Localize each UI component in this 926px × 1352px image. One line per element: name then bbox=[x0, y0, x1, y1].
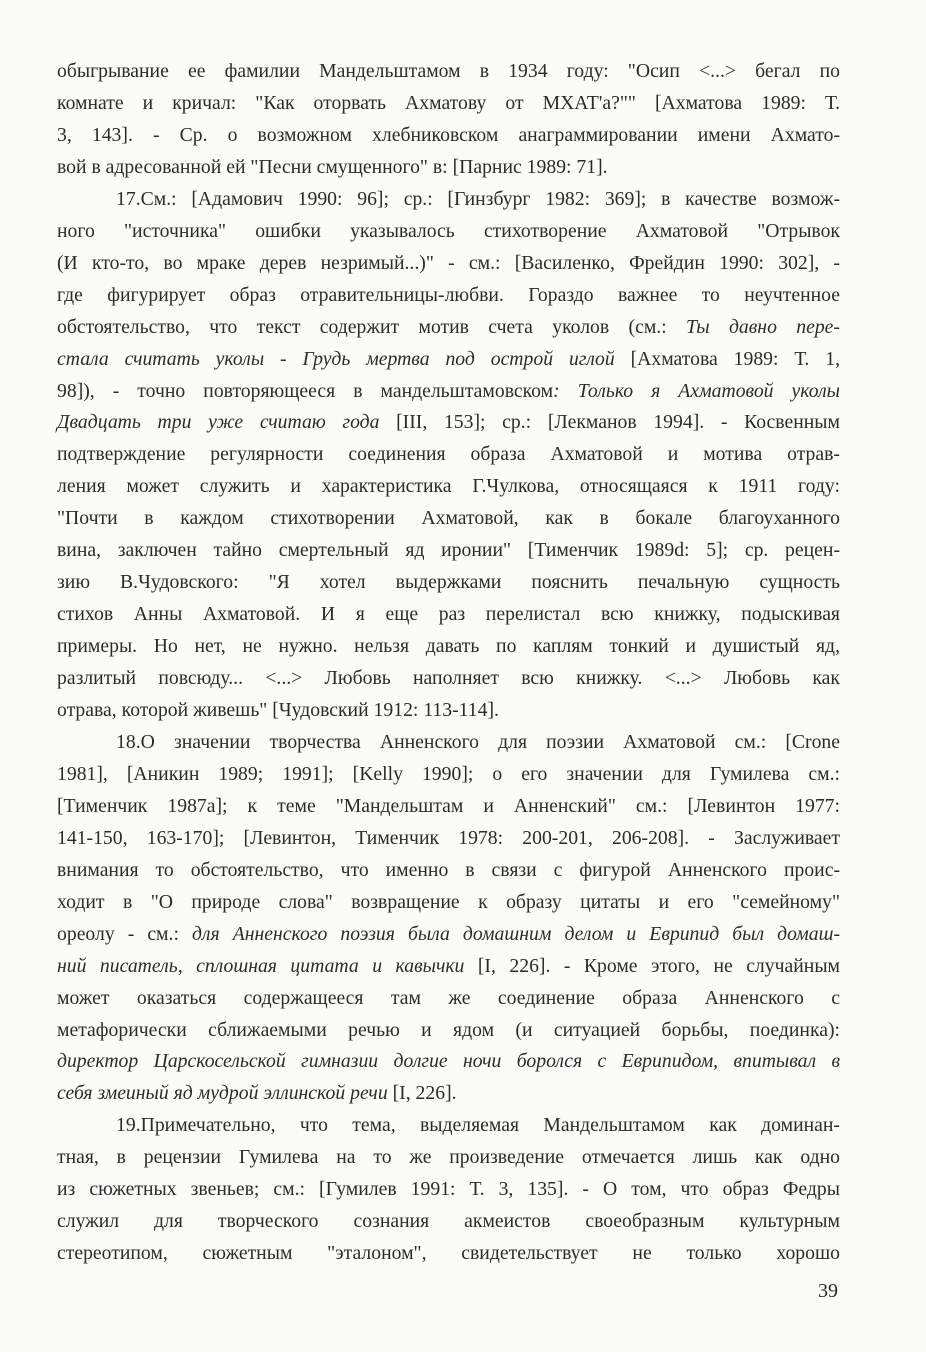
text-line bbox=[57, 1142, 840, 1172]
text-run: обыгрывание ее фамилии Мандельштамом в 1934 году: "Осип <...> бегал по bbox=[57, 60, 840, 82]
text-run: 3, 143]. - Ср. о возможном хлебниковском анаграммировании имени Ахмато- bbox=[57, 123, 840, 146]
text-line bbox=[57, 56, 840, 86]
text-run: отрава, которой живешь" [Чудовский 1912: 113-114]. bbox=[57, 699, 499, 721]
text-run: служил для творческого сознания акмеистов своеобразным культурным bbox=[57, 1210, 840, 1233]
text-line bbox=[57, 631, 840, 661]
text-line bbox=[57, 887, 840, 917]
text-run: примеры. Но нет, не нужно. нельзя давать по каплям тонкий и душистый яд, bbox=[57, 635, 840, 658]
text-run: зию В.Чудовского: "Я хотел выдержками пояснить печальную сущность bbox=[57, 571, 840, 594]
text-run: обстоятельство, что текст содержит мотив счета уколов (см.: bbox=[57, 315, 687, 338]
text-line bbox=[57, 791, 840, 821]
text-line bbox=[57, 695, 840, 725]
text-run: 18.О значении творчества Анненского для поэзии Ахматовой см.: [Crone bbox=[116, 730, 840, 753]
text-line bbox=[57, 951, 840, 981]
text-line bbox=[57, 759, 840, 789]
text-run: 1981], [Аникин 1989; 1991]; [Kelly 1990]; о его значении для Гумилева см.: bbox=[57, 762, 840, 785]
text-run: комнате и кричал: "Как оторвать Ахматову от МХАТ'а?"" [Ахматова 1989: Т. bbox=[57, 91, 840, 114]
italic-quote: себя змеиный яд мудрой эллинской речи bbox=[57, 1082, 388, 1105]
text-line bbox=[57, 1110, 840, 1140]
text-run: стихов Анны Ахматовой. И я еще раз перелистал всю книжку, подыскивая bbox=[57, 603, 840, 626]
text-line bbox=[57, 1238, 840, 1268]
text-run: стереотипом, сюжетным "эталоном", свидетельствует не только хорошо bbox=[57, 1242, 840, 1265]
text-run: где фигурирует образ отравительницы-любви. Гораздо важнее то неучтенное bbox=[57, 283, 840, 306]
text-run: метафорически сближаемыми речью и ядом (и ситуацией борьбы, поединка): bbox=[57, 1018, 840, 1041]
text-line bbox=[57, 471, 840, 501]
text-line bbox=[57, 407, 840, 437]
italic-quote: директор Царскосельской гимназии долгие ночи боролся с Еврипидом, впитывал в bbox=[57, 1050, 840, 1073]
text-line bbox=[57, 727, 840, 757]
text-run: [Ахматова 1989: Т. 1, bbox=[614, 347, 840, 370]
text-line bbox=[57, 1174, 840, 1204]
text-run: [Тименчик 1987a]; к теме "Мандельштам и Анненский" см.: [Левинтон 1977: bbox=[57, 794, 840, 817]
text-run: ления может служить и характеристика Г.Чулкова, относящаяся к 1911 году: bbox=[57, 475, 840, 498]
text-run: 17.См.: [Адамович 1990: 96]; ср.: [Гинзбург 1982: 369]; в качестве возмож- bbox=[116, 187, 840, 210]
text-run: вой в адресованной ей "Песни смущенного" в: [Парнис 1989: 71]. bbox=[57, 155, 608, 178]
text-line bbox=[57, 344, 840, 374]
text-line bbox=[57, 599, 840, 629]
text-line bbox=[57, 280, 840, 310]
italic-quote: для Анненского поэзия была домашним делом и Еврипид был домаш- bbox=[191, 922, 840, 945]
text-run: (И кто-то, во мраке дерев незримый...)" - см.: [Василенко, Фрейдин 1990: 302], - bbox=[57, 251, 840, 274]
text-line bbox=[57, 216, 840, 246]
italic-quote: Двадцать три уже считаю года bbox=[57, 411, 380, 434]
text-line bbox=[57, 152, 840, 182]
text-line bbox=[57, 503, 840, 533]
text-run: вина, заключен тайно смертельный яд иронии" [Тименчик 1989d: 5]; ср. рецен- bbox=[57, 539, 840, 562]
italic-quote: : Только я Ахматовой уколы bbox=[553, 379, 841, 402]
text-run: ореолу - см.: bbox=[57, 922, 192, 945]
text-line bbox=[57, 248, 840, 278]
italic-quote: стала считать уколы - Грудь мертва под острой иглой bbox=[57, 347, 615, 370]
text-run: 19.Примечательно, что тема, выделяемая Мандельштамом как доминан- bbox=[116, 1114, 840, 1137]
text-line bbox=[57, 1206, 840, 1236]
text-run: 98]), - точно повторяющееся в мандельштамовском bbox=[57, 379, 554, 402]
text-line bbox=[57, 567, 840, 597]
text-run: может оказаться содержащееся там же соединение образа Анненского с bbox=[57, 986, 840, 1009]
text-line bbox=[57, 376, 840, 406]
text-line bbox=[57, 1078, 840, 1108]
text-run: подтверждение регулярности соединения образа Ахматовой и мотива отрав- bbox=[57, 443, 840, 466]
text-run: разлитый повсюду... <...> Любовь наполняет всю книжку. <...> Любовь как bbox=[57, 667, 840, 690]
text-line bbox=[57, 312, 840, 342]
text-line bbox=[57, 919, 840, 949]
text-line bbox=[57, 439, 840, 469]
text-line bbox=[57, 1046, 840, 1076]
text-run: 141-150, 163-170]; [Левинтон, Тименчик 1978: 200-201, 206-208]. - Заслуживает bbox=[57, 826, 840, 849]
text-run: [I, 226]. bbox=[387, 1082, 457, 1105]
text-line bbox=[57, 88, 840, 118]
text-line bbox=[57, 535, 840, 565]
italic-quote: Ты давно пере- bbox=[686, 315, 840, 338]
text-line bbox=[57, 184, 840, 214]
text-line bbox=[57, 120, 840, 150]
page-number: 39 bbox=[818, 1280, 838, 1302]
text-run: [III, 153]; ср.: [Лекманов 1994]. - Косвенным bbox=[379, 411, 840, 434]
text-line bbox=[57, 1015, 840, 1045]
text-line bbox=[57, 663, 840, 693]
text-run: внимания то обстоятельство, что именно в связи с фигурой Анненского проис- bbox=[57, 858, 840, 881]
text-line bbox=[57, 823, 840, 853]
italic-quote: ний писатель, сплошная цитата и кавычки bbox=[57, 954, 465, 977]
text-line bbox=[57, 855, 840, 885]
text-run: тная, в рецензии Гумилева на то же произведение отмечается лишь как одно bbox=[57, 1146, 840, 1169]
text-line bbox=[57, 983, 840, 1013]
text-run: ходит в "О природе слова" возвращение к образу цитаты и его "семейному" bbox=[57, 890, 840, 913]
text-run: "Почти в каждом стихотворении Ахматовой, как в бокале благоуханного bbox=[57, 507, 840, 530]
text-run: ного "источника" ошибки указывалось стихотворение Ахматовой "Отрывок bbox=[57, 219, 840, 242]
text-run: [I, 226]. - Кроме этого, не случайным bbox=[464, 954, 841, 977]
text-run: из сюжетных звеньев; см.: [Гумилев 1991: Т. 3, 135]. - О том, что образ Федры bbox=[57, 1178, 840, 1201]
